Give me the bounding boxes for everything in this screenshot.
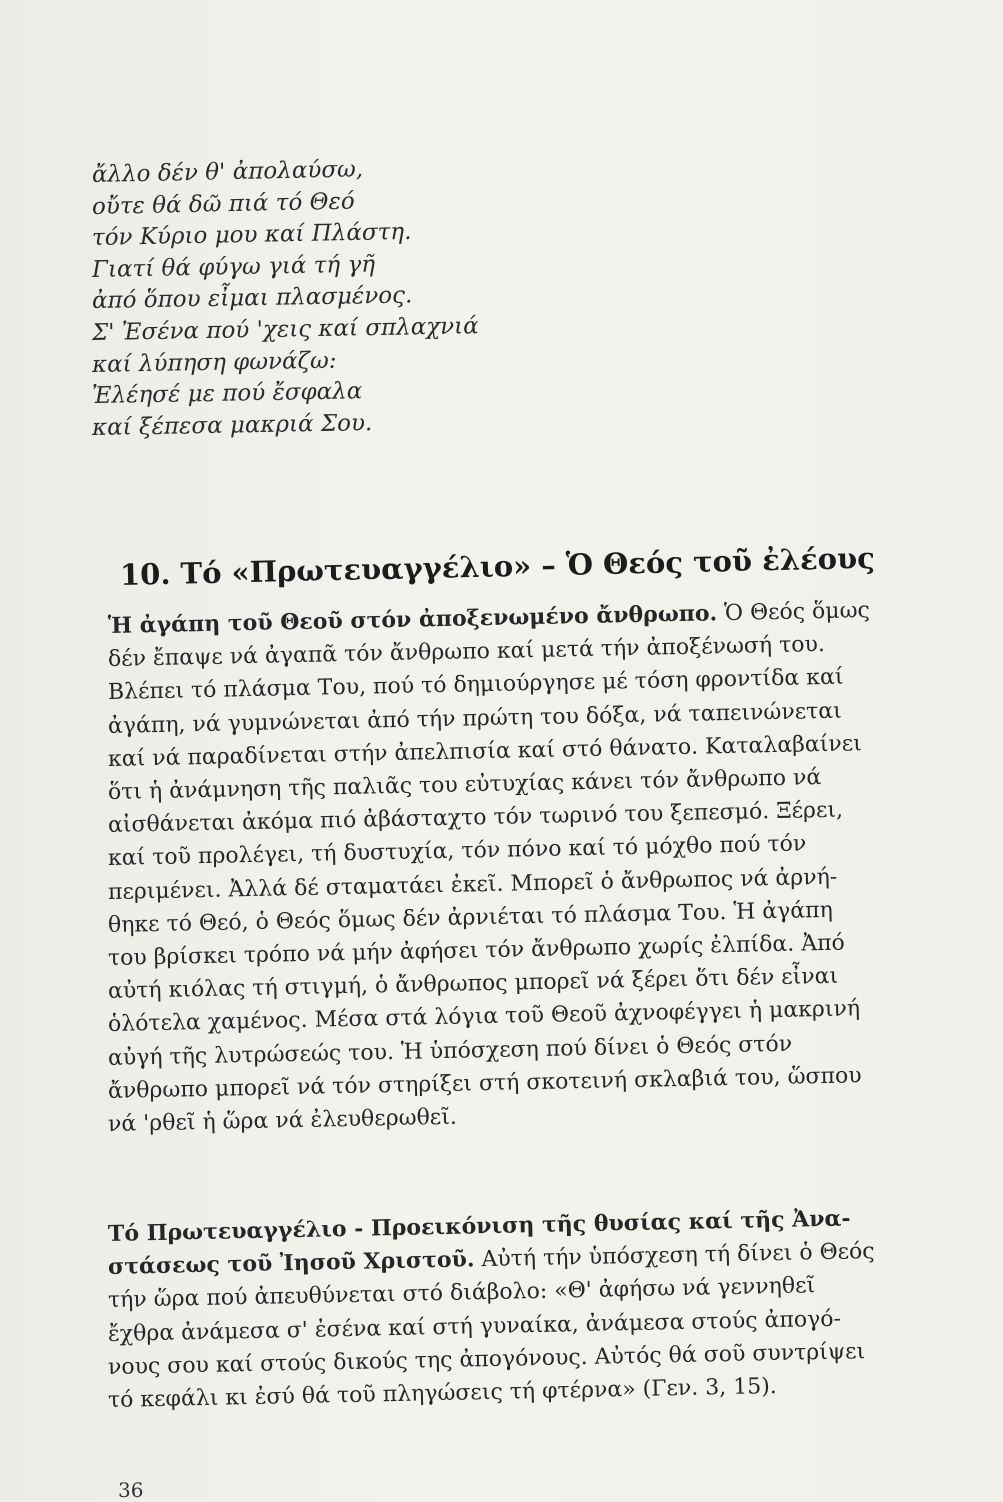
paragraph-line: τό κεφάλι κι ἐσύ θά τοῦ πληγώσεις τή φτέρνα» (Γεν. 3, 15). xyxy=(107,1374,778,1414)
paragraph-line: καί τοῦ προλέγει, τή δυστυχία, τόν πόνο καί τό μόχθο πού τόν xyxy=(107,831,807,872)
paragraph-line: νους σου καί στούς δικούς της ἀπογόνους. Αὐτός θά σοῦ συντρίψει xyxy=(107,1338,866,1380)
paragraph-line: αὐτή κιόλας τή στιγμή, ὁ ἄνθρωπος μπορεῖ νά ξέρει ὅτι δέν εἶναι xyxy=(107,963,839,1005)
paragraph-lead: Τό Πρωτευαγγέλιο - Προεικόνιση τῆς θυσίας καί τῆς Ἀνα- xyxy=(107,1205,851,1247)
poem-line: τόν Κύριο μου καί Πλάστη. xyxy=(91,219,412,252)
paragraph-line: του βρίσκει τρόπο νά μήν ἀφήσει τόν ἄνθρωπο χωρίς ἐλπίδα. Ἀπό xyxy=(107,930,846,972)
paragraph-line: ἀγάπη, νά γυμνώνεται ἀπό τήν πρώτη του δόξα, νά ταπεινώνεται xyxy=(107,698,843,739)
page-number: 36 xyxy=(118,1478,144,1502)
paragraph-love-of-god xyxy=(107,598,958,1141)
poem-line: καί λύπηση φωνάζω: xyxy=(91,347,337,378)
poem xyxy=(91,156,612,444)
paragraph-line: Βλέπει τό πλάσμα Του, πού τό δημιούργησε μέ τόση φροντίδα καί xyxy=(107,665,844,706)
section-heading: 10. Τό «Πρωτευαγγέλιο» – Ὁ Θεός τοῦ ἐλέους xyxy=(119,540,876,592)
poem-line: καί ξέπεσα μακριά Σου. xyxy=(91,409,373,441)
paragraph-line: αὐγή τῆς λυτρώσεώς του. Ἡ ὑπόσχεση πού δίνει ὁ Θεός στόν xyxy=(107,1031,793,1071)
paragraph-line: περιμένει. Ἀλλά δέ σταματάει ἐκεῖ. Μπορεῖ ὁ ἄνθρωπος νά ἀρνή- xyxy=(107,864,838,905)
paragraph-line: ἄνθρωπο μπορεῖ νά τόν στηρίξει στή σκοτεινή σκλαβιά του, ὥσπου xyxy=(107,1063,862,1104)
poem-line: Σ' Ἐσένα πού 'χεις καί σπλαχνιά xyxy=(91,313,479,346)
poem-line: οὔτε θά δῶ πιά τό Θεό xyxy=(91,188,355,220)
paragraph-text: Ὁ Θεός ὅμως xyxy=(716,598,871,627)
poem-line: Ἐλέησέ με πού ἔσφαλα xyxy=(91,378,363,410)
paragraph-line: θηκε τό Θεό, ὁ Θεός ὅμως δέν ἀρνιέται τό πλάσμα Του. Ἡ ἀγάπη xyxy=(107,897,834,938)
paragraph-line: δέν ἔπαψε νά ἀγαπᾶ τόν ἄνθρωπο καί μετά τήν ἀποξένωσή του. xyxy=(107,632,826,673)
paragraph-line: ὁλότελα χαμένος. Μέσα στά λόγια τοῦ Θεοῦ ἀχνοφέγγει ἡ μακρινή xyxy=(107,996,861,1038)
poem-line: ἄλλο δέν θ' ἀπολαύσω, xyxy=(91,156,364,188)
paragraph-lead: στάσεως τοῦ Ἰησοῦ Χριστοῦ. xyxy=(107,1246,475,1281)
paragraph-line: ὅτι ἡ ἀνάμνηση τῆς παλιᾶς του εὐτυχίας κάνει τόν ἄνθρωπο νά xyxy=(107,765,822,806)
poem-line: ἀπό ὅπου εἶμαι πλασμένος. xyxy=(91,282,413,315)
paragraph-line: νά 'ρθεῖ ἡ ὥρα νά ἐλευθερωθεῖ. xyxy=(107,1104,458,1138)
paragraph-line: αἰσθάνεται ἀκόμα πιό ἀβάσταχτο τόν τωρινό του ξεπεσμό. Ξέρει, xyxy=(107,797,844,839)
paragraph-protoevangelium xyxy=(107,1205,958,1417)
paragraph-text: Αὐτή τήν ὑπόσχεση τή δίνει ὁ Θεός xyxy=(474,1239,875,1273)
paragraph-line: καί νά παραδίνεται στήν ἀπελπισία καί στό θάνατο. Καταλαβαίνει xyxy=(107,731,863,772)
paragraph-line: ἔχθρα ἀνάμεσα σ' ἐσένα καί στή γυναίκα, ἀνάμεσα στούς ἀπογό- xyxy=(107,1306,842,1347)
paragraph-line: τήν ὥρα πού ἀπευθύνεται στό διάβολο: «Θ' ἀφήσω νά γεννηθεῖ xyxy=(107,1273,816,1314)
poem-line: Γιατί θά φύγω γιά τή γῆ xyxy=(91,251,376,283)
paragraph-lead: Ἡ ἀγάπη τοῦ Θεοῦ στόν ἀποξενωμένο ἄνθρωπο. xyxy=(107,600,718,639)
